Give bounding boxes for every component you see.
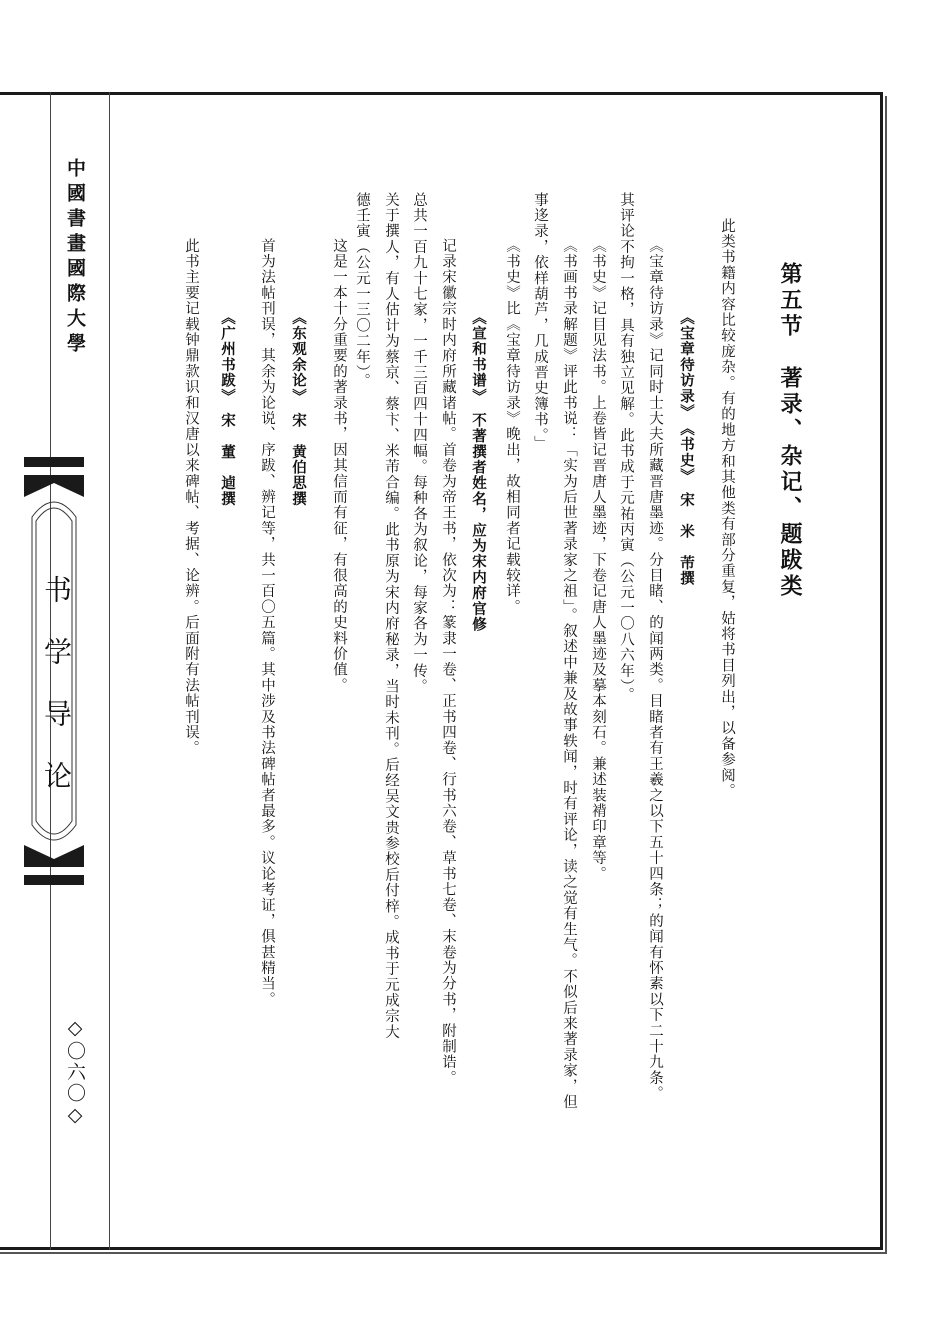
text-column: 《东观余论》 宋 黄伯思撰 [290,310,307,507]
text-column: 其评论不拘一格，具有独立见解。此书成于元祐丙寅（公元一〇八六年）。 [618,192,634,703]
text-column: 总共一百九十七家，一千三百四十四幅。每种各为叙论，每家各为一传。 [411,192,427,695]
text-column: 首为法帖刊误，其余为论说、序跋、辨记等，共一百〇五篇。其中涉及书法碑帖者最多。议论考证，俱甚精当。 [259,238,275,1008]
text-column: 这是一本十分重要的著录书，因其信而有征，有很高的史料价值。 [331,238,347,694]
text-column: 《宝章待访录》记同时士大夫所藏晋唐墨迹。分目睹、的闻两类。目睹者有王羲之以下五十四条；的闻有怀素以下二十九条。 [647,238,663,1102]
text-column: 记录宋徽宗时内府所藏诸帖。首卷为帝王书，依次为：篆隶一卷、正书四卷、行书六卷、草书七卷、末卷为分书，附制诰。 [440,238,456,1086]
text-column: 德壬寅（公元一三〇二年）。 [354,192,370,389]
sidebar-rule-right [109,92,110,1250]
text-column: 《广州书跋》 宋 董 逌撰 [219,310,236,507]
text-column: 《宝章待访录》 《书史》 宋 米 芾撰 [678,310,695,587]
text-column: 《书史》比《宝章待访录》晚出，故相同者记载较详。 [504,238,520,615]
text-column: 《宣和书谱》 不著撰者姓名，应为宋内府官修 [470,310,487,633]
section-heading: 第五节 著录、杂记、题跋类 [777,262,803,600]
text-column: 关于撰人，有人估计为蔡京、蔡卞、米芾合编。此书原为宋内府秘录，当时未刊。后经吴文贵参校后付梓。成书于元成宗大 [383,192,399,1040]
text-column: 《书史》记目见法书。上卷皆记晋唐人墨迹，下卷记唐人墨迹及摹本刻石。兼述装褙印章等。 [590,238,606,882]
text-column: 此类书籍内容比较庞杂。有的地方和其他类有部分重复，姑将书目列出，以备参阅。 [719,218,735,799]
text-column: 事迻录，依样葫芦，几成晋史簿书。」 [532,192,548,452]
book-title: 书学导论 [40,575,73,823]
page-number: ◇〇六〇◇ [62,1013,89,1132]
text-column: 此书主要记载钟鼎款识和汉唐以来碑帖、考据、论辨。后面附有法帖刊误。 [183,238,199,757]
text-column: 《书画书录解题》评此书说：「实为后世著录家之祖」。叙述中兼及故事轶闻，时有评论，读之觉有生气。不似后来著录家，但 [561,238,577,1110]
series-title: 中國書畫國際大學 [62,152,89,364]
